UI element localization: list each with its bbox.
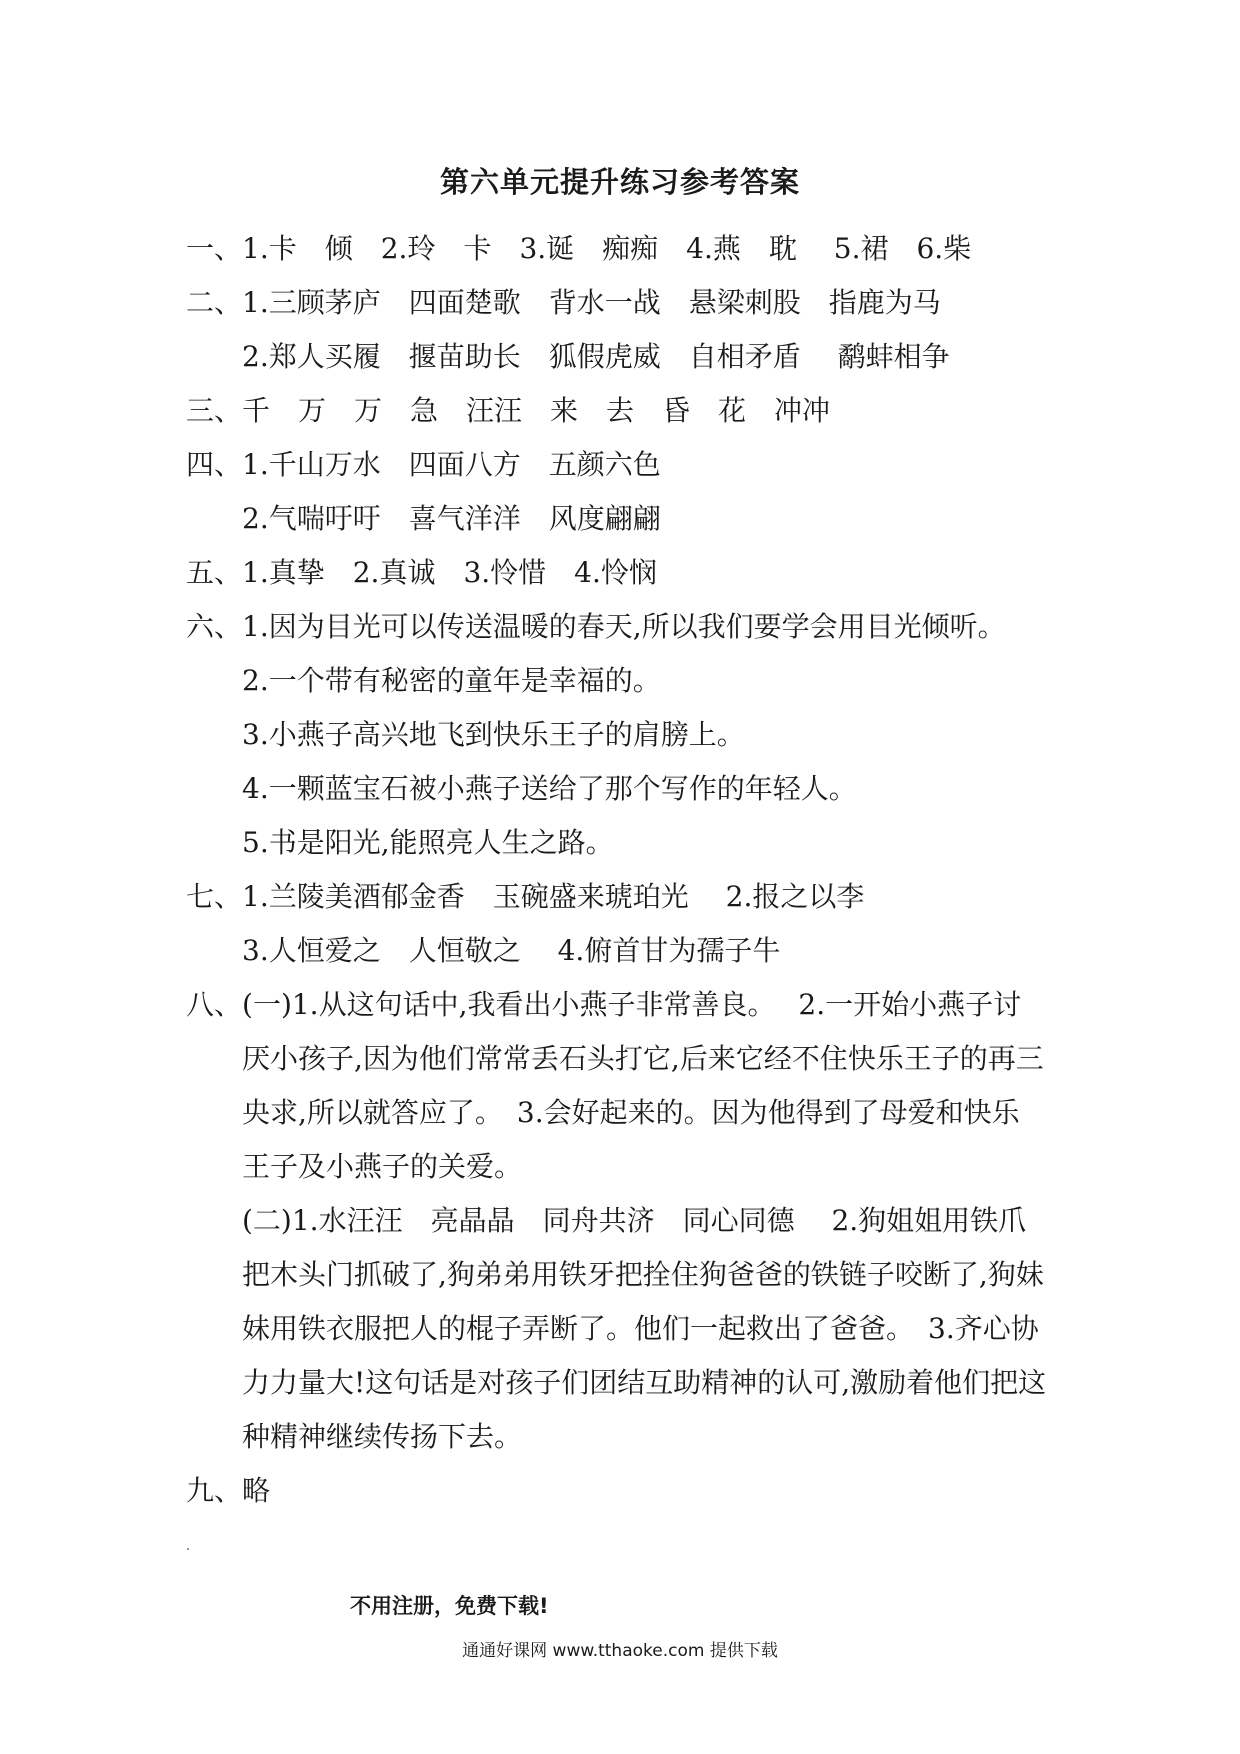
- answer-line: [242, 492, 1106, 546]
- answer-text: 王子及小燕子的关爱。: [242, 1150, 523, 1183]
- question-number: 二、: [186, 286, 243, 319]
- scan-speck: [187, 1548, 189, 1550]
- question-2: [186, 276, 1106, 330]
- answer-text: 妹用铁衣服把人的棍子弄断了。他们一起救出了爸爸。 3.齐心协: [242, 1312, 1039, 1345]
- question-9: [186, 1464, 1106, 1518]
- answer-text: 力力量大!这句话是对孩子们团结互助精神的认可,激励着他们把这: [242, 1366, 1047, 1399]
- answer-line: [242, 1356, 1106, 1410]
- answer-text: 1.兰陵美酒郁金香 玉碗盛来琥珀光 2.报之以李: [242, 880, 865, 913]
- question-number: 一、: [186, 232, 243, 265]
- answer-line: [242, 654, 1106, 708]
- answer-text: (一)1.从这句话中,我看出小燕子非常善良。 2.一开始小燕子讨: [242, 988, 1022, 1021]
- answer-text: 1.三顾茅庐 四面楚歌 背水一战 悬梁刺股 指鹿为马: [242, 286, 941, 319]
- answer-line: [242, 1086, 1106, 1140]
- answer-text: 略: [242, 1474, 271, 1507]
- question-5: [186, 546, 1106, 600]
- question-3: [186, 384, 1106, 438]
- answer-text: 厌小孩子,因为他们常常丢石头打它,后来它经不住快乐王子的再三: [242, 1042, 1044, 1075]
- answer-text: 5.书是阳光,能照亮人生之路。: [242, 826, 614, 859]
- answer-text: 1.真挚 2.真诚 3.怜惜 4.怜悯: [242, 556, 657, 589]
- footer-site: 通通好课网 www.tthaoke.com 提供下载: [462, 1641, 778, 1661]
- page-title: 第六单元提升练习参考答案: [439, 165, 800, 199]
- question-1: [186, 222, 1106, 276]
- answer-text: 央求,所以就答应了。 3.会好起来的。因为他得到了母爱和快乐: [242, 1096, 1020, 1129]
- question-7: [186, 870, 1106, 924]
- answer-line: [242, 1140, 1106, 1194]
- answer-line: [242, 1302, 1106, 1356]
- answer-line: [242, 1032, 1106, 1086]
- answer-text: 1.千山万水 四面八方 五颜六色: [242, 448, 661, 481]
- answer-text: 2.气喘吁吁 喜气洋洋 风度翩翩: [242, 502, 661, 535]
- footer-slogan: 不用注册，免费下载!: [350, 1594, 549, 1618]
- answer-text: 千 万 万 急 汪汪 来 去 昏 花 冲冲: [242, 394, 831, 427]
- question-number: 九、: [186, 1474, 243, 1507]
- answer-line: [242, 330, 1106, 384]
- question-number: 四、: [186, 448, 243, 481]
- answer-list: [186, 222, 1106, 1518]
- answer-line: [242, 1410, 1106, 1464]
- answer-line: [242, 708, 1106, 762]
- question-number: 三、: [186, 394, 243, 427]
- answer-text: 3.人恒爱之 人恒敬之 4.俯首甘为孺子牛: [242, 934, 781, 967]
- answer-text: 把木头门抓破了,狗弟弟用铁牙把拴住狗爸爸的铁链子咬断了,狗妹: [242, 1258, 1044, 1291]
- answer-text: 1.因为目光可以传送温暖的春天,所以我们要学会用目光倾听。: [242, 610, 1006, 643]
- answer-text: 2.一个带有秘密的童年是幸福的。: [242, 664, 661, 697]
- question-4: [186, 438, 1106, 492]
- question-8: [186, 978, 1106, 1032]
- question-number: 七、: [186, 880, 243, 913]
- answer-text: 4.一颗蓝宝石被小燕子送给了那个写作的年轻人。: [242, 772, 857, 805]
- question-number: 五、: [186, 556, 243, 589]
- answer-line: [242, 762, 1106, 816]
- question-6: [186, 600, 1106, 654]
- question-number: 八、: [186, 988, 243, 1021]
- answer-line: [242, 1248, 1106, 1302]
- question-number: 六、: [186, 610, 243, 643]
- answer-line: [242, 1194, 1106, 1248]
- answer-text: (二)1.水汪汪 亮晶晶 同舟共济 同心同德 2.狗姐姐用铁爪: [242, 1204, 1027, 1237]
- answer-line: [242, 816, 1106, 870]
- answer-text: 1.卡 倾 2.玲 卡 3.诞 痴痴 4.燕 耽 5.裙 6.柴: [242, 232, 972, 265]
- answer-text: 3.小燕子高兴地飞到快乐王子的肩膀上。: [242, 718, 745, 751]
- answer-text: 种精神继续传扬下去。: [242, 1420, 523, 1453]
- answer-text: 2.郑人买履 揠苗助长 狐假虎威 自相矛盾 鹬蚌相争: [242, 340, 950, 373]
- answer-line: [242, 924, 1106, 978]
